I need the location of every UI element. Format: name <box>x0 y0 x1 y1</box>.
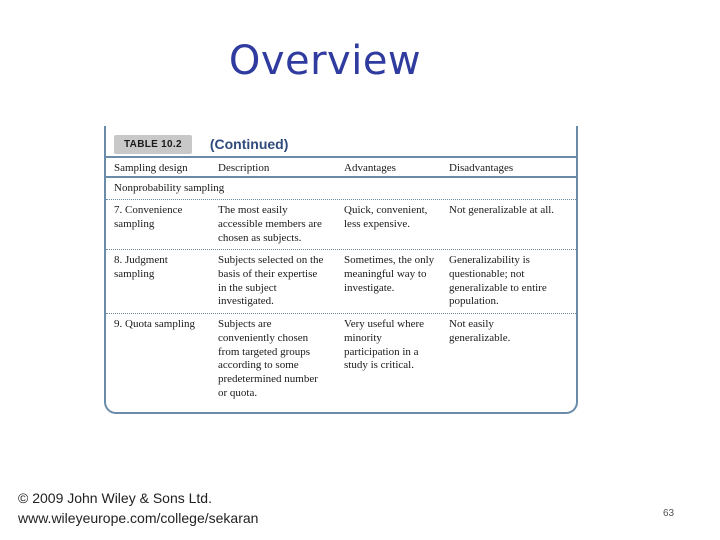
cell-advantages: Quick, convenient, less expensive. <box>344 204 428 230</box>
cell-disadvantages: Generalizability is questionable; not generalizable to entire population. <box>449 254 547 308</box>
footer-copyright <box>18 488 258 528</box>
header-disadvantages: Disadvantages <box>449 162 514 174</box>
table-continued-label: (Continued) <box>209 136 289 152</box>
page-number: 63 <box>663 508 675 519</box>
copyright-text: © 2009 John Wiley & Sons Ltd. <box>18 490 212 506</box>
cell-disadvantages: Not easily generalizable. <box>449 318 511 344</box>
sampling-design-table <box>104 126 578 414</box>
section-heading-nonprobability: Nonprobability sampling <box>106 178 576 200</box>
cell-design: 9. Quota sampling <box>114 318 195 330</box>
table-row-quota <box>106 314 576 410</box>
cell-description: The most easily accessible members are chosen as subjects. <box>218 204 322 244</box>
table-number-tag: TABLE 10.2 <box>114 135 192 154</box>
header-sampling-design: Sampling design <box>114 162 188 174</box>
table-row-judgment <box>106 250 576 314</box>
cell-description: Subjects selected on the basis of their expertise in the subject investigated. <box>218 254 324 308</box>
header-advantages: Advantages <box>344 162 396 174</box>
cell-disadvantages: Not generalizable at all. <box>449 204 555 216</box>
header-description: Description <box>218 162 270 174</box>
cell-advantages: Sometimes, the only meaningful way to investigate. <box>344 254 435 294</box>
table-row-convenience <box>106 200 576 250</box>
cell-design: 7. Convenience sampling <box>114 204 183 230</box>
table-header-row <box>106 156 576 178</box>
cell-description: Subjects are conveniently chosen from targeted groups according to some predetermined number or quota. <box>218 318 318 399</box>
table-caption <box>114 132 288 156</box>
publisher-url: www.wileyeurope.com/college/sekaran <box>18 510 259 526</box>
slide-title: Overview <box>228 38 422 84</box>
cell-design: 8. Judgment sampling <box>114 254 168 280</box>
cell-advantages: Very useful where minority participation in a study is critical. <box>344 318 425 372</box>
